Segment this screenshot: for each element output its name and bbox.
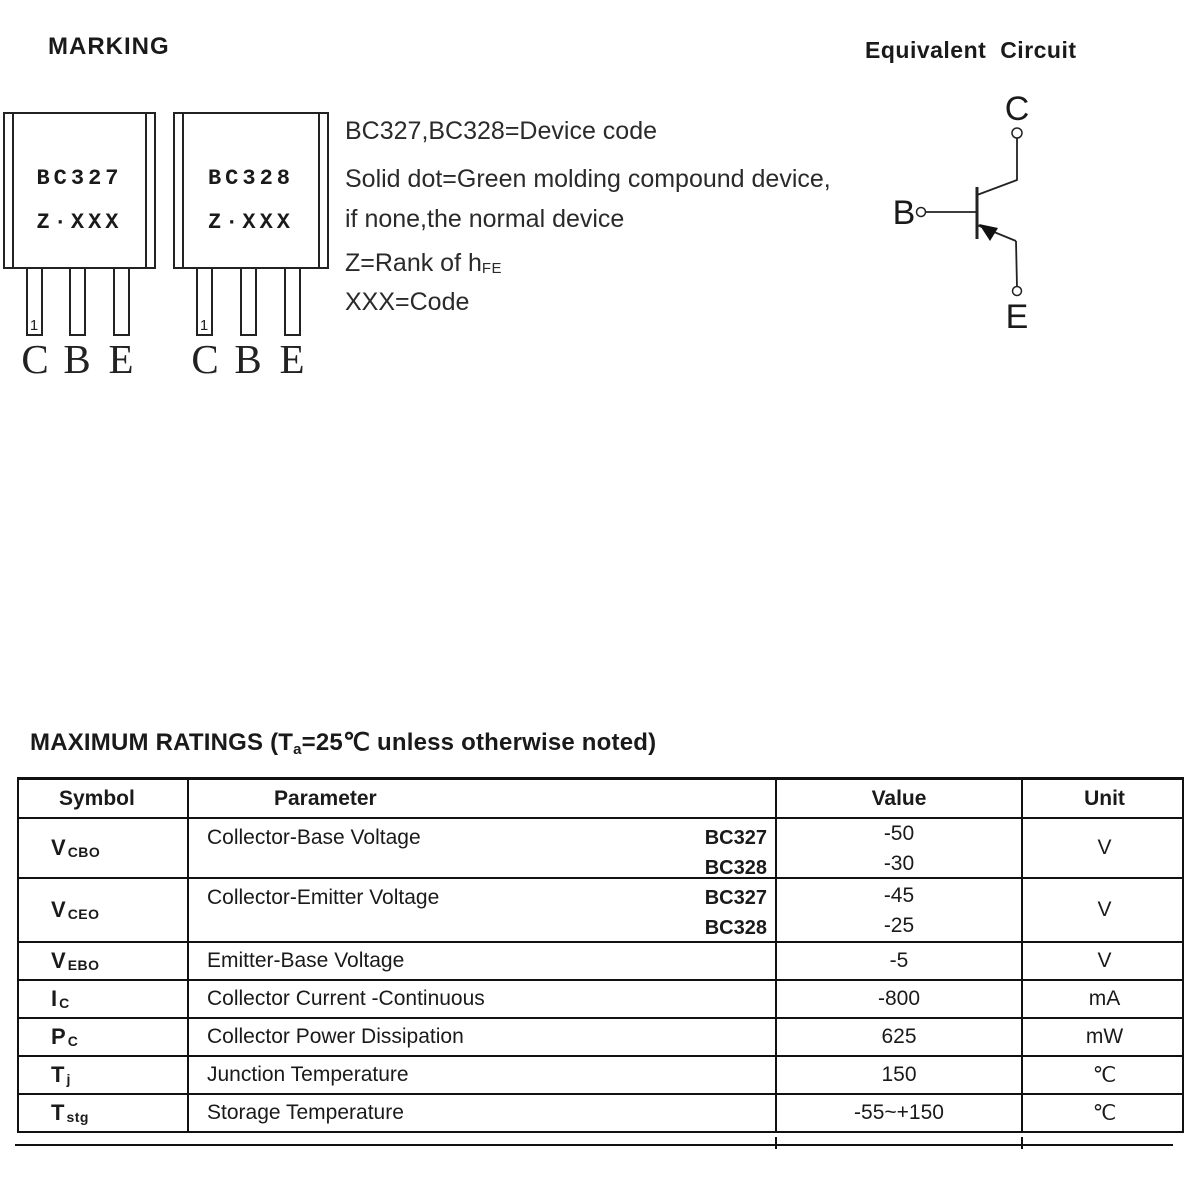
header-value: Value [777, 780, 1023, 817]
value: -50 [883, 822, 915, 845]
header-unit: Unit [1084, 786, 1125, 810]
device-marking: BC327 [36, 166, 123, 191]
pin-label-collector: C [21, 336, 49, 382]
note-rank [345, 249, 502, 283]
equivalent-circuit-diagram [880, 85, 1130, 345]
emitter-wire-lower [1016, 241, 1017, 287]
unit: mW [1085, 1025, 1124, 1048]
table-row-tj [19, 1057, 1182, 1095]
symbol: V [51, 897, 66, 922]
header-parameter: Parameter [189, 780, 777, 817]
variant: BC328 [704, 857, 767, 877]
table-row-vcbo [19, 819, 1182, 879]
rank-code-marking: Z·XXX [207, 210, 294, 235]
value: 150 [777, 1057, 1023, 1093]
parameter: Junction Temperature [207, 1063, 409, 1086]
pin-label-base: B [63, 336, 91, 382]
symbol-subscript: CEO [67, 906, 100, 922]
unit: mA [1088, 987, 1121, 1010]
value: -45 [883, 884, 915, 907]
pin-label-emitter: E [108, 336, 134, 382]
package-leg [113, 269, 130, 336]
value: -800 [777, 981, 1023, 1017]
variant: BC327 [704, 827, 767, 849]
symbol: V [51, 948, 66, 973]
base-label: B [892, 194, 916, 232]
table-row-vebo [19, 943, 1182, 981]
note-xxx-code: XXX=Code [345, 288, 470, 316]
collector-wire [977, 138, 1017, 195]
symbol-subscript: C [59, 995, 70, 1011]
table-row-ic [19, 981, 1182, 1019]
divider-extension [1021, 1137, 1023, 1149]
unit: V [1097, 836, 1112, 859]
symbol-subscript: EBO [67, 957, 100, 973]
table-bottom-rule [15, 1144, 1173, 1146]
parameter: Storage Temperature [207, 1101, 404, 1124]
value: -25 [883, 914, 915, 937]
unit: ℃ [1092, 1101, 1117, 1125]
parameter: Collector-Emitter Voltage [207, 886, 440, 909]
package-leg [240, 269, 257, 336]
collector-terminal [1012, 128, 1022, 138]
package-leg [284, 269, 301, 336]
pin1-indicator: 1 [197, 316, 211, 335]
rank-code-marking: Z·XXX [36, 210, 123, 235]
ratings-heading-pre: MAXIMUM RATINGS (T [30, 729, 294, 756]
pin-label-collector: C [191, 336, 219, 382]
parameter: Collector-Base Voltage [207, 826, 421, 849]
device-marking: BC328 [207, 166, 294, 191]
note-solid-dot: Solid dot=Green molding compound device, [345, 165, 831, 193]
value: -55~+150 [777, 1095, 1023, 1131]
symbol-subscript: stg [66, 1109, 89, 1125]
parameter: Collector Current -Continuous [207, 987, 485, 1010]
maximum-ratings-table [17, 777, 1184, 1133]
collector-label: C [1004, 90, 1030, 128]
table-header-row [19, 780, 1182, 819]
value: -5 [777, 943, 1023, 979]
note-rank-subscript: FE [481, 260, 503, 277]
ratings-heading-post: =25℃ unless otherwise noted) [301, 729, 657, 756]
symbol-subscript: j [66, 1071, 71, 1087]
note-device-code: BC327,BC328=Device code [345, 117, 657, 145]
parameter: Collector Power Dissipation [207, 1025, 464, 1048]
ratings-heading-sub: a [293, 741, 302, 758]
note-if-none: if none,the normal device [345, 205, 625, 233]
symbol: T [51, 1062, 65, 1087]
value: -30 [883, 852, 915, 875]
equivalent-circuit-heading: Equivalent Circuit [865, 37, 1077, 63]
table-row-pc [19, 1019, 1182, 1057]
variant: BC327 [704, 887, 767, 909]
value: 625 [777, 1019, 1023, 1055]
variant: BC328 [704, 917, 767, 939]
unit: ℃ [1092, 1063, 1117, 1087]
header-symbol: Symbol [19, 780, 189, 817]
pnp-arrow [979, 224, 998, 241]
package-outline-bc327 [3, 112, 156, 269]
package-leg [69, 269, 86, 336]
symbol-subscript: C [67, 1033, 79, 1049]
divider-extension [775, 1137, 777, 1149]
unit: V [1097, 949, 1112, 972]
table-row-tstg [19, 1095, 1182, 1131]
table-row-vceo [19, 879, 1182, 943]
package-outline-bc328 [173, 112, 329, 269]
symbol: T [51, 1100, 65, 1125]
marking-heading: MARKING [48, 33, 170, 60]
symbol: I [51, 986, 58, 1011]
maximum-ratings-heading [30, 728, 656, 758]
symbol: P [51, 1024, 66, 1049]
pin1-indicator: 1 [27, 316, 41, 335]
symbol: V [51, 835, 66, 860]
unit: V [1097, 898, 1112, 921]
pin-label-emitter: E [279, 336, 305, 382]
base-terminal [917, 208, 926, 217]
emitter-label: E [1005, 298, 1029, 336]
note-rank-text: Z=Rank of h [345, 249, 482, 277]
emitter-terminal [1013, 287, 1022, 296]
pin-label-base: B [234, 336, 262, 382]
symbol-subscript: CBO [67, 844, 101, 860]
parameter: Emitter-Base Voltage [207, 949, 405, 972]
